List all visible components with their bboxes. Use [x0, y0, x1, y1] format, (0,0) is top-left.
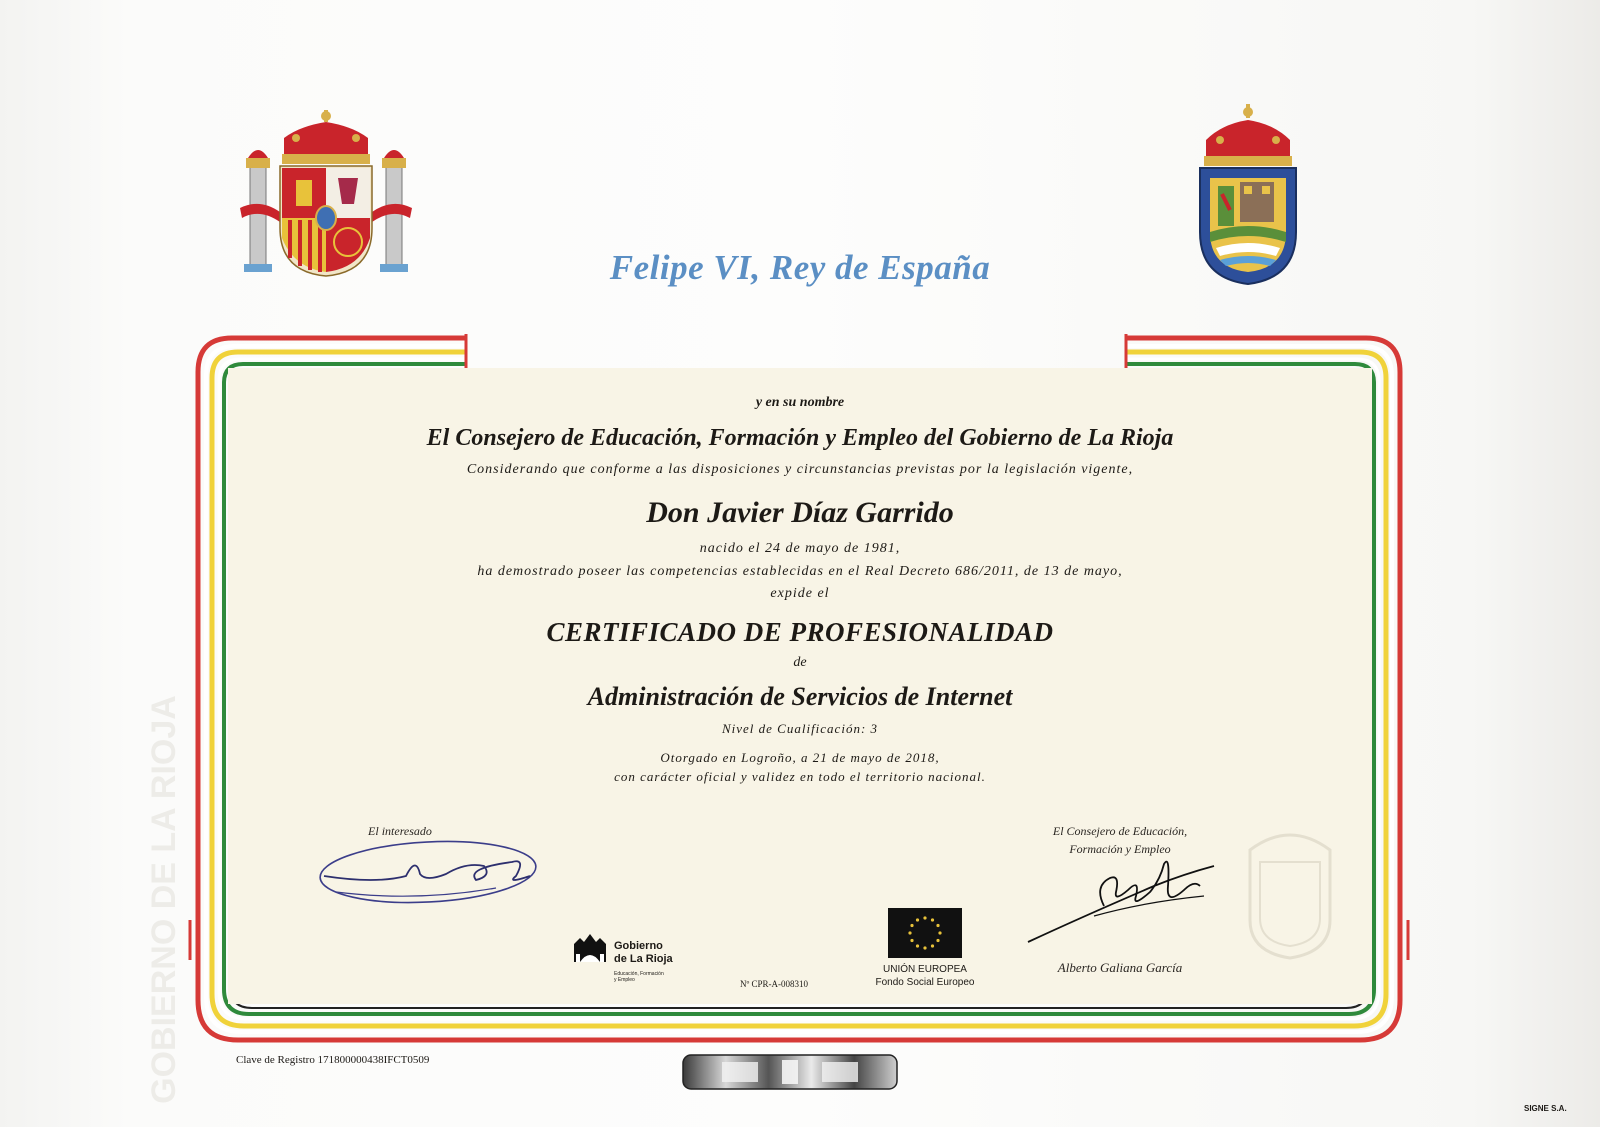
- rioja-logo-sub1: Educación, Formación: [614, 971, 664, 977]
- eu-flag-icon: [888, 908, 962, 958]
- validity-text: con carácter oficial y validez en todo el territorio nacional.: [614, 769, 986, 784]
- certificate-title: CERTIFICADO DE PROFESIONALIDAD: [546, 617, 1054, 647]
- issues-text: expide el: [770, 586, 830, 601]
- competence-text: ha demostrado poseer las competencias establecidas en el Real Decreto 686/2011, de 13 de mayo,: [477, 564, 1123, 579]
- interested-signature: [316, 836, 550, 912]
- of-text: de: [793, 655, 807, 670]
- issuer-text: El Consejero de Educación, Formación y Empleo del Gobierno de La Rioja: [426, 425, 1174, 451]
- registry-key: Clave de Registro 171800000438IFCT0509: [236, 1054, 430, 1066]
- rioja-logo-line2: de La Rioja: [614, 953, 673, 965]
- security-hologram-icon: [682, 1054, 898, 1090]
- considering-text: Considerando que conforme a las disposiciones y circunstancias previstas por la legislación vigente,: [466, 462, 1134, 477]
- serial-number: Nº CPR-A-008310: [740, 979, 809, 989]
- watermark-left: GOBIERNO DE LA RIOJA: [144, 695, 183, 1104]
- intro-text: y en su nombre: [755, 395, 845, 410]
- eu-line2: Fondo Social Europeo: [875, 977, 975, 988]
- counselor-signature: [1024, 856, 1220, 946]
- recipient-name: Don Javier Díaz Garrido: [646, 496, 954, 529]
- born-text: nacido el 24 de mayo de 1981,: [699, 541, 901, 556]
- embossed-seal-icon: [1240, 810, 1340, 960]
- counselor-label-line1: El Consejero de Educación,: [1052, 824, 1188, 838]
- level-text: Nivel de Cualificación: 3: [721, 721, 879, 736]
- eu-line1: UNIÓN EUROPEA: [883, 964, 967, 975]
- gobierno-la-rioja-logo-icon: [572, 930, 608, 964]
- counselor-label-line2: Formación y Empleo: [1069, 842, 1171, 856]
- king-title: Felipe VI, Rey de España: [609, 248, 991, 287]
- rioja-logo-line1: Gobierno: [614, 940, 663, 952]
- printer-mark: SIGNE S.A.: [1524, 1104, 1567, 1113]
- counselor-name: Alberto Galiana García: [1057, 960, 1183, 975]
- interested-label: El interesado: [368, 824, 432, 838]
- granted-text: Otorgado en Logroño, a 21 de mayo de 2018,: [660, 750, 940, 765]
- rioja-logo-sub2: y Empleo: [614, 977, 635, 983]
- specialty-title: Administración de Servicios de Internet: [587, 682, 1013, 711]
